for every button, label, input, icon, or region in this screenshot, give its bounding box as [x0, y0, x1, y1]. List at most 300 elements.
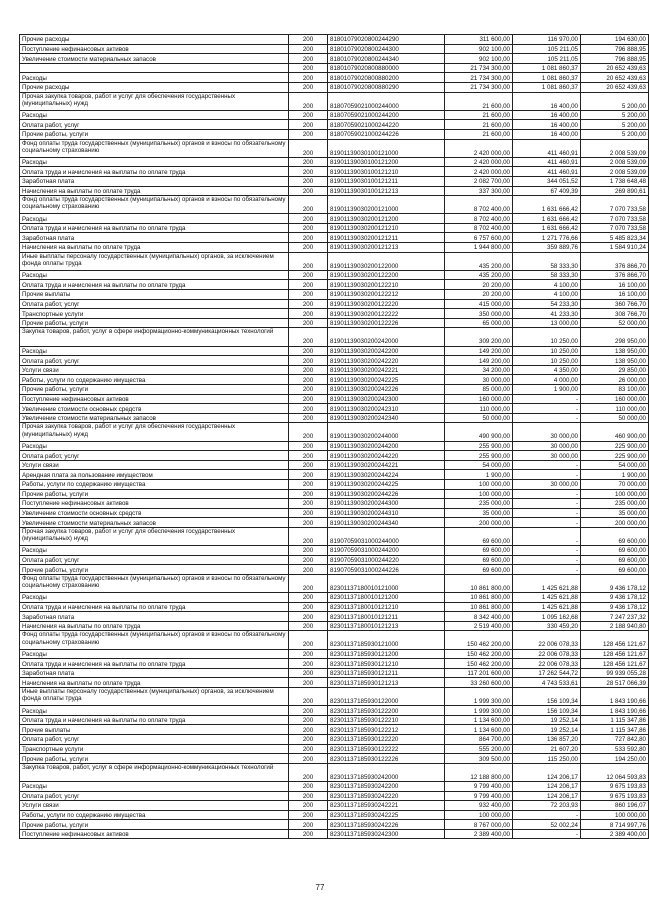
row-executed-amount: 124 206,17: [513, 791, 581, 801]
row-unexecuted-amount: 69 600,00: [581, 565, 649, 575]
row-executed-amount: -: [513, 413, 581, 423]
row-executed-amount: -: [513, 508, 581, 518]
row-name: Арендная плата за пользование имуществом: [20, 470, 289, 480]
row-approved-amount: 8 702 400,00: [445, 196, 513, 214]
row-budget-code: 81901139030200122212: [328, 290, 445, 300]
row-approved-amount: 2 389 400,00: [445, 829, 513, 839]
page-number: 77: [315, 883, 325, 892]
row-executed-amount: 17 262 544,72: [513, 668, 581, 678]
row-unexecuted-amount: 29 850,00: [581, 365, 649, 375]
row-line-code: 200: [289, 92, 328, 110]
table-row: [20, 565, 649, 575]
row-approved-amount: 1 999 300,00: [445, 706, 513, 716]
row-unexecuted-amount: 5 200,00: [581, 110, 649, 120]
row-line-code: 200: [289, 820, 328, 830]
row-line-code: 200: [289, 82, 328, 92]
row-unexecuted-amount: 5 485 823,34: [581, 233, 649, 243]
row-line-code: 200: [289, 678, 328, 688]
row-budget-code: 81901139030100121000: [328, 139, 445, 157]
row-line-code: 200: [289, 668, 328, 678]
row-approved-amount: 100 000,00: [445, 810, 513, 820]
row-approved-amount: 30 000,00: [445, 375, 513, 385]
row-approved-amount: 2 420 000,00: [445, 167, 513, 177]
table-row: [20, 223, 649, 233]
row-unexecuted-amount: 20 652 439,63: [581, 73, 649, 83]
row-approved-amount: 150 462 200,00: [445, 631, 513, 649]
row-executed-amount: 19 252,14: [513, 715, 581, 725]
row-name: Заработная плата: [20, 233, 289, 243]
row-approved-amount: 33 260 600,00: [445, 678, 513, 688]
row-executed-amount: 1 631 666,42: [513, 214, 581, 224]
row-executed-amount: 10 250,00: [513, 356, 581, 366]
row-executed-amount: -: [513, 518, 581, 528]
row-name: Поступление нефинансовых активов: [20, 394, 289, 404]
row-executed-amount: 4 000,00: [513, 375, 581, 385]
row-approved-amount: 34 200,00: [445, 365, 513, 375]
row-name: Начисления на выплаты по оплате труда: [20, 621, 289, 631]
row-name: Начисления на выплаты по оплате труда: [20, 678, 289, 688]
row-budget-code: 81901139030100121200: [328, 157, 445, 167]
row-unexecuted-amount: 8 714 997,76: [581, 820, 649, 830]
row-executed-amount: 1 095 162,68: [513, 612, 581, 622]
row-name: Расходы: [20, 546, 289, 556]
row-budget-code: 81901139030200121000: [328, 196, 445, 214]
row-approved-amount: 21 600,00: [445, 129, 513, 139]
row-unexecuted-amount: 235 000,00: [581, 499, 649, 509]
row-approved-amount: 1 134 600,00: [445, 715, 513, 725]
table-row: [20, 280, 649, 290]
row-executed-amount: -: [513, 394, 581, 404]
row-approved-amount: 150 462 200,00: [445, 659, 513, 669]
row-executed-amount: 22 006 078,33: [513, 631, 581, 649]
table-row: [20, 356, 649, 366]
row-name: Закупка товаров, работ, услуг в сфере информационно-коммуникационных технологий: [20, 763, 289, 781]
row-executed-amount: 4 100,00: [513, 280, 581, 290]
table-row: [20, 499, 649, 509]
row-executed-amount: 4 100,00: [513, 290, 581, 300]
row-budget-code: 82301137180010121000: [328, 574, 445, 592]
row-approved-amount: 8 702 400,00: [445, 223, 513, 233]
row-executed-amount: 67 409,39: [513, 186, 581, 196]
row-budget-code: 81807059021000244226: [328, 129, 445, 139]
row-name: Услуги связи: [20, 365, 289, 375]
row-approved-amount: 309 500,00: [445, 754, 513, 764]
row-name: Фонд оплаты труда государственных (муниципальных) органов и взносы по обязательному социальному страхованию: [20, 196, 289, 214]
row-executed-amount: 30 000,00: [513, 479, 581, 489]
row-name: Закупка товаров, работ, услуг в сфере информационно-коммуникационных технологий: [20, 328, 289, 346]
table-row: [20, 527, 649, 545]
row-budget-code: 81901139030200244310: [328, 508, 445, 518]
table-row: [20, 365, 649, 375]
row-executed-amount: 359 889,76: [513, 243, 581, 253]
row-name: Оплата работ, услуг: [20, 555, 289, 565]
table-row: [20, 479, 649, 489]
table-row: [20, 120, 649, 130]
row-budget-code: 82301137180010121210: [328, 602, 445, 612]
row-unexecuted-amount: 99 939 055,28: [581, 668, 649, 678]
row-executed-amount: 22 006 078,33: [513, 659, 581, 669]
row-line-code: 200: [289, 574, 328, 592]
row-budget-code: 81901139030200244000: [328, 423, 445, 441]
row-executed-amount: 411 460,91: [513, 139, 581, 157]
row-approved-amount: 6 757 600,00: [445, 233, 513, 243]
table-row: [20, 810, 649, 820]
row-approved-amount: 69 600,00: [445, 546, 513, 556]
row-approved-amount: 864 700,00: [445, 734, 513, 744]
table-row: [20, 820, 649, 830]
table-row: [20, 668, 649, 678]
row-unexecuted-amount: 1 900,00: [581, 470, 649, 480]
row-unexecuted-amount: 1 115 347,86: [581, 725, 649, 735]
table-row: [20, 754, 649, 764]
table-row: [20, 518, 649, 528]
row-executed-amount: 330 459,20: [513, 621, 581, 631]
row-unexecuted-amount: 1 584 910,24: [581, 243, 649, 253]
row-line-code: 200: [289, 479, 328, 489]
table-row: [20, 574, 649, 592]
row-executed-amount: 16 400,00: [513, 110, 581, 120]
row-unexecuted-amount: 70 000,00: [581, 479, 649, 489]
row-line-code: 200: [289, 223, 328, 233]
table-row: [20, 470, 649, 480]
table-row: [20, 404, 649, 414]
row-budget-code: 81901139030200244221: [328, 460, 445, 470]
row-approved-amount: 69 600,00: [445, 555, 513, 565]
row-unexecuted-amount: 20 652 439,63: [581, 63, 649, 73]
table-row: [20, 593, 649, 603]
row-line-code: 200: [289, 612, 328, 622]
row-budget-code: 81901139030200121200: [328, 214, 445, 224]
row-approved-amount: 110 000,00: [445, 404, 513, 414]
row-line-code: 200: [289, 518, 328, 528]
row-unexecuted-amount: 5 200,00: [581, 92, 649, 110]
row-executed-amount: 116 970,00: [513, 35, 581, 45]
row-name: Оплата работ, услуг: [20, 356, 289, 366]
row-unexecuted-amount: 2 008 539,09: [581, 157, 649, 167]
budget-expenditure-table: [19, 34, 649, 839]
table-row: [20, 63, 649, 73]
table-row: [20, 791, 649, 801]
table-row: [20, 299, 649, 309]
row-unexecuted-amount: 796 888,95: [581, 44, 649, 54]
row-budget-code: 81907059031000244200: [328, 546, 445, 556]
row-approved-amount: 2 519 400,00: [445, 621, 513, 631]
row-approved-amount: 2 420 000,00: [445, 157, 513, 167]
row-budget-code: 82301137185930121213: [328, 678, 445, 688]
row-unexecuted-amount: 1 738 648,48: [581, 176, 649, 186]
row-approved-amount: 311 600,00: [445, 35, 513, 45]
row-approved-amount: 2 082 700,00: [445, 176, 513, 186]
table-row: [20, 678, 649, 688]
row-budget-code: 82301137185930242225: [328, 810, 445, 820]
row-executed-amount: 1 271 776,66: [513, 233, 581, 243]
row-unexecuted-amount: 727 842,80: [581, 734, 649, 744]
row-approved-amount: 149 200,00: [445, 356, 513, 366]
row-approved-amount: 69 600,00: [445, 527, 513, 545]
row-line-code: 200: [289, 270, 328, 280]
row-unexecuted-amount: 7 070 733,58: [581, 196, 649, 214]
row-executed-amount: 22 006 078,33: [513, 649, 581, 659]
table-row: [20, 318, 649, 328]
row-executed-amount: 115 250,00: [513, 754, 581, 764]
table-row: [20, 110, 649, 120]
row-name: Прочие работы, услуги: [20, 565, 289, 575]
table-row: [20, 621, 649, 631]
row-executed-amount: 30 000,00: [513, 441, 581, 451]
row-approved-amount: 35 000,00: [445, 508, 513, 518]
table-row: [20, 309, 649, 319]
row-approved-amount: 21 734 300,00: [445, 82, 513, 92]
row-approved-amount: 65 000,00: [445, 318, 513, 328]
row-budget-code: 81901139030200122222: [328, 309, 445, 319]
row-unexecuted-amount: 1 843 190,66: [581, 687, 649, 705]
row-line-code: 200: [289, 687, 328, 705]
row-approved-amount: 932 400,00: [445, 801, 513, 811]
row-name: Начисления на выплаты по оплате труда: [20, 186, 289, 196]
row-executed-amount: 58 333,30: [513, 252, 581, 270]
row-unexecuted-amount: 16 100,00: [581, 280, 649, 290]
row-line-code: 200: [289, 460, 328, 470]
row-budget-code: 81901139030200244224: [328, 470, 445, 480]
row-line-code: 200: [289, 754, 328, 764]
row-executed-amount: 10 250,00: [513, 328, 581, 346]
row-budget-code: 82301137180010121200: [328, 593, 445, 603]
row-line-code: 200: [289, 706, 328, 716]
table-row: [20, 631, 649, 649]
row-budget-code: 82301137185930121200: [328, 649, 445, 659]
row-budget-code: 82301137185930242000: [328, 763, 445, 781]
row-budget-code: 81901139030200242220: [328, 356, 445, 366]
row-approved-amount: 1 134 600,00: [445, 725, 513, 735]
table-row: [20, 489, 649, 499]
row-approved-amount: 50 000,00: [445, 413, 513, 423]
row-unexecuted-amount: 225 900,00: [581, 441, 649, 451]
table-row: [20, 186, 649, 196]
row-budget-code: 82301137185930242300: [328, 829, 445, 839]
table-row: [20, 649, 649, 659]
row-approved-amount: 10 861 800,00: [445, 574, 513, 592]
row-unexecuted-amount: 2 008 539,09: [581, 167, 649, 177]
row-approved-amount: 100 000,00: [445, 479, 513, 489]
row-approved-amount: 12 188 800,00: [445, 763, 513, 781]
row-budget-code: 82301137180010121211: [328, 612, 445, 622]
row-executed-amount: 1 081 860,37: [513, 73, 581, 83]
row-name: Заработная плата: [20, 668, 289, 678]
row-line-code: 200: [289, 129, 328, 139]
row-line-code: 200: [289, 451, 328, 461]
row-executed-amount: -: [513, 404, 581, 414]
row-name: Прочие выплаты: [20, 725, 289, 735]
row-line-code: 200: [289, 649, 328, 659]
row-line-code: 200: [289, 546, 328, 556]
row-line-code: 200: [289, 593, 328, 603]
row-unexecuted-amount: 138 950,00: [581, 346, 649, 356]
row-executed-amount: 1 081 860,37: [513, 82, 581, 92]
row-name: Оплата труда и начисления на выплаты по оплате труда: [20, 223, 289, 233]
row-name: Фонд оплаты труда государственных (муниципальных) органов и взносы по обязательному социальному страхованию: [20, 574, 289, 592]
row-budget-code: 81901139030200242221: [328, 365, 445, 375]
row-executed-amount: 10 250,00: [513, 346, 581, 356]
row-line-code: 200: [289, 489, 328, 499]
row-budget-code: 81801079020800244340: [328, 54, 445, 64]
row-unexecuted-amount: 225 900,00: [581, 451, 649, 461]
table-row: [20, 92, 649, 110]
table-row: [20, 129, 649, 139]
row-line-code: 200: [289, 470, 328, 480]
row-executed-amount: -: [513, 546, 581, 556]
row-budget-code: 81901139030200121210: [328, 223, 445, 233]
table-row: [20, 233, 649, 243]
row-unexecuted-amount: 2 188 940,80: [581, 621, 649, 631]
row-budget-code: 82301137185930122000: [328, 687, 445, 705]
row-unexecuted-amount: 16 100,00: [581, 290, 649, 300]
row-approved-amount: 9 799 400,00: [445, 781, 513, 791]
row-approved-amount: 902 100,00: [445, 44, 513, 54]
row-line-code: 200: [289, 781, 328, 791]
row-name: Поступление нефинансовых активов: [20, 829, 289, 839]
table-row: [20, 423, 649, 441]
row-name: Увеличение стоимости материальных запасов: [20, 413, 289, 423]
row-approved-amount: 255 900,00: [445, 441, 513, 451]
row-name: Фонд оплаты труда государственных (муниципальных) органов и взносы по обязательному социальному страхованию: [20, 631, 289, 649]
table-row: [20, 252, 649, 270]
row-name: Расходы: [20, 593, 289, 603]
row-name: Расходы: [20, 73, 289, 83]
row-executed-amount: 52 002,24: [513, 820, 581, 830]
row-unexecuted-amount: 83 100,00: [581, 384, 649, 394]
row-line-code: 200: [289, 318, 328, 328]
row-budget-code: 81901139030200244200: [328, 441, 445, 451]
row-executed-amount: 54 233,30: [513, 299, 581, 309]
row-executed-amount: 1 900,00: [513, 384, 581, 394]
row-name: Расходы: [20, 649, 289, 659]
row-approved-amount: 350 000,00: [445, 309, 513, 319]
row-approved-amount: 21 734 300,00: [445, 63, 513, 73]
row-name: Транспортные услуги: [20, 309, 289, 319]
row-name: Прочие работы, услуги: [20, 754, 289, 764]
table-row: [20, 328, 649, 346]
row-name: Заработная плата: [20, 176, 289, 186]
table-row: [20, 801, 649, 811]
row-approved-amount: 8 767 000,00: [445, 820, 513, 830]
row-name: Работы, услуги по содержанию имущества: [20, 810, 289, 820]
row-approved-amount: 54 000,00: [445, 460, 513, 470]
table-row: [20, 725, 649, 735]
row-line-code: 200: [289, 565, 328, 575]
row-approved-amount: 1 944 800,00: [445, 243, 513, 253]
row-name: Расходы: [20, 157, 289, 167]
row-name: Прочие расходы: [20, 82, 289, 92]
row-line-code: 200: [289, 725, 328, 735]
row-executed-amount: -: [513, 810, 581, 820]
row-executed-amount: 105 211,05: [513, 54, 581, 64]
row-unexecuted-amount: 860 196,07: [581, 801, 649, 811]
row-executed-amount: 16 400,00: [513, 120, 581, 130]
row-executed-amount: 1 081 860,37: [513, 63, 581, 73]
row-line-code: 200: [289, 280, 328, 290]
row-budget-code: 81901139030200121211: [328, 233, 445, 243]
row-executed-amount: 13 000,00: [513, 318, 581, 328]
row-approved-amount: 435 200,00: [445, 252, 513, 270]
row-approved-amount: 21 600,00: [445, 110, 513, 120]
row-unexecuted-amount: 308 766,70: [581, 309, 649, 319]
row-executed-amount: 124 206,17: [513, 781, 581, 791]
row-name: Прочая закупка товаров, работ и услуг для обеспечения государственных (муниципальных) нужд: [20, 423, 289, 441]
row-executed-amount: 156 109,34: [513, 687, 581, 705]
row-executed-amount: 1 631 666,42: [513, 223, 581, 233]
row-budget-code: 81807059021000244200: [328, 110, 445, 120]
table-row: [20, 44, 649, 54]
row-name: Прочие выплаты: [20, 290, 289, 300]
row-line-code: 200: [289, 602, 328, 612]
table-row: [20, 139, 649, 157]
table-row: [20, 167, 649, 177]
row-name: [20, 63, 289, 73]
row-approved-amount: 490 900,00: [445, 423, 513, 441]
table-row: [20, 176, 649, 186]
table-row: [20, 35, 649, 45]
row-name: Расходы: [20, 214, 289, 224]
row-name: Поступление нефинансовых активов: [20, 499, 289, 509]
row-executed-amount: 1 631 666,42: [513, 196, 581, 214]
row-budget-code: 81807059021000244000: [328, 92, 445, 110]
table-row: [20, 214, 649, 224]
row-budget-code: 81901139030200122200: [328, 270, 445, 280]
row-budget-code: 81801079020800244300: [328, 44, 445, 54]
row-name: Услуги связи: [20, 460, 289, 470]
row-approved-amount: 309 200,00: [445, 328, 513, 346]
row-unexecuted-amount: 35 000,00: [581, 508, 649, 518]
row-executed-amount: 41 233,30: [513, 309, 581, 319]
table-row: [20, 460, 649, 470]
row-unexecuted-amount: 1 843 190,66: [581, 706, 649, 716]
table-row: [20, 441, 649, 451]
row-unexecuted-amount: 796 888,95: [581, 54, 649, 64]
table-row: [20, 715, 649, 725]
row-unexecuted-amount: 7 070 733,58: [581, 214, 649, 224]
row-line-code: 200: [289, 44, 328, 54]
row-executed-amount: -: [513, 489, 581, 499]
row-line-code: 200: [289, 157, 328, 167]
row-budget-code: 81901139030100121211: [328, 176, 445, 186]
row-name: Работы, услуги по содержанию имущества: [20, 375, 289, 385]
row-budget-code: 81901139030200242225: [328, 375, 445, 385]
row-budget-code: 81901139030200244225: [328, 479, 445, 489]
row-executed-amount: 21 607,20: [513, 744, 581, 754]
row-line-code: 200: [289, 365, 328, 375]
row-line-code: 200: [289, 214, 328, 224]
row-approved-amount: 10 861 800,00: [445, 593, 513, 603]
row-line-code: 200: [289, 290, 328, 300]
row-approved-amount: 2 420 000,00: [445, 139, 513, 157]
row-approved-amount: 100 000,00: [445, 489, 513, 499]
row-approved-amount: 9 799 400,00: [445, 791, 513, 801]
table-row: [20, 706, 649, 716]
table-row: [20, 157, 649, 167]
row-name: Увеличение стоимости материальных запасов: [20, 518, 289, 528]
row-budget-code: 82301137185930242221: [328, 801, 445, 811]
row-executed-amount: 1 425 621,88: [513, 593, 581, 603]
row-name: Расходы: [20, 110, 289, 120]
table-row: [20, 546, 649, 556]
row-name: Оплата работ, услуг: [20, 451, 289, 461]
row-name: Оплата труда и начисления на выплаты по оплате труда: [20, 659, 289, 669]
row-line-code: 200: [289, 555, 328, 565]
row-unexecuted-amount: 9 436 178,12: [581, 602, 649, 612]
row-approved-amount: 85 000,00: [445, 384, 513, 394]
row-name: Прочие работы, услуги: [20, 820, 289, 830]
row-unexecuted-amount: 194 630,00: [581, 35, 649, 45]
